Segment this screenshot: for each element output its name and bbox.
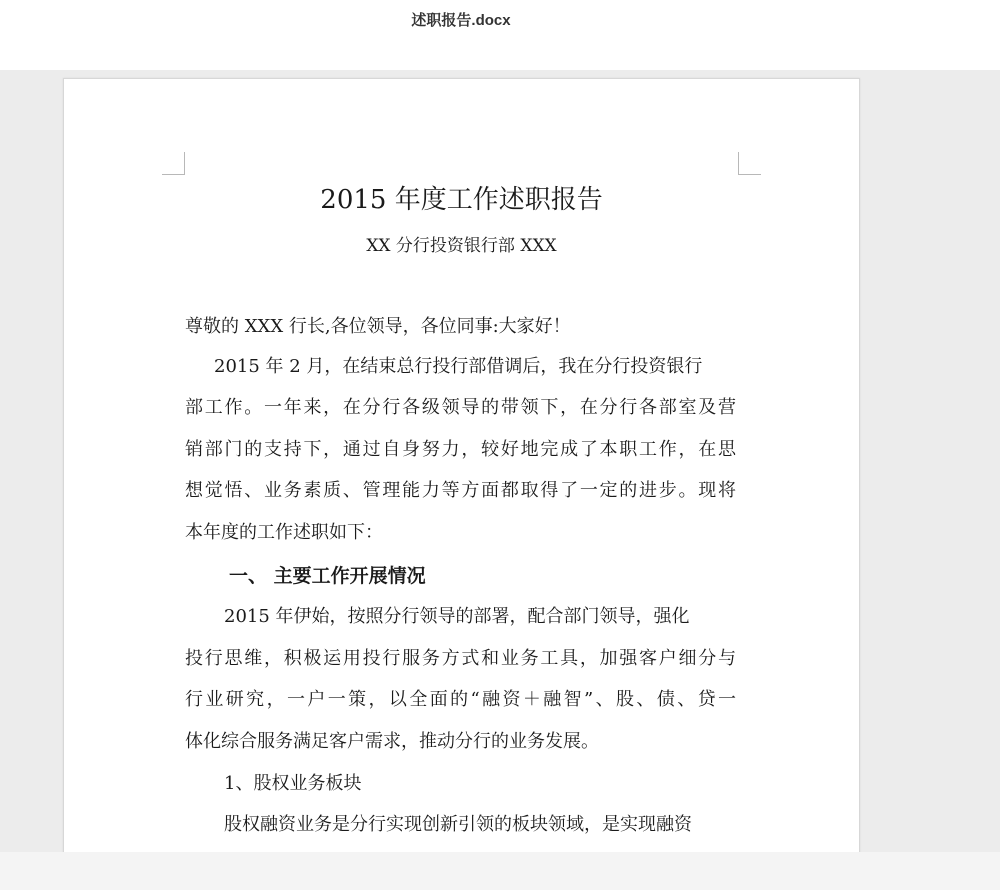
document-viewer[interactable] xyxy=(0,70,1000,852)
greeting-line: 尊敬的 XXX 行长,各位领导，各位同事:大家好！ xyxy=(185,316,571,337)
document-file-name: 述职报告.docx xyxy=(411,12,511,29)
bottom-bar xyxy=(0,852,1000,890)
paragraph-line: 本年度的工作述职如下： xyxy=(185,522,383,543)
document-heading: 2015 年度工作述职报告 xyxy=(320,185,603,215)
paragraph-line: 2015 年伊始，按照分行领导的部署，配合部门领导，强化 xyxy=(224,606,690,627)
paragraph-line: 行业研究，一户一策，以全面的“融资＋融智”、股、债、贷一 xyxy=(185,689,736,710)
section-heading: 一、 主要工作开展情况 xyxy=(229,565,426,587)
paragraph-line: 2015 年 2 月，在结束总行投行部借调后，我在分行投资银行 xyxy=(214,356,703,377)
subsection-heading: 1、股权业务板块 xyxy=(224,773,362,794)
margin-corner-top-right xyxy=(738,152,761,175)
margin-corner-top-left xyxy=(162,152,185,175)
paragraph-line: 股权融资业务是分行实现创新引领的板块领域，是实现融资 xyxy=(224,814,692,835)
title-bar xyxy=(0,0,1000,70)
paragraph-line: 部工作。一年来，在分行各级领导的带领下，在分行各部室及营 xyxy=(185,397,736,418)
document-subtitle: XX 分行投资银行部 XXX xyxy=(366,236,557,256)
paragraph-line: 体化综合服务满足客户需求，推动分行的业务发展。 xyxy=(185,731,599,752)
paragraph-line: 想觉悟、业务素质、管理能力等方面都取得了一定的进步。现将 xyxy=(185,480,736,501)
document-page xyxy=(63,78,860,860)
paragraph-line: 投行思维，积极运用投行服务方式和业务工具，加强客户细分与 xyxy=(185,648,736,669)
paragraph-line: 销部门的支持下，通过自身努力，较好地完成了本职工作，在思 xyxy=(185,439,736,460)
